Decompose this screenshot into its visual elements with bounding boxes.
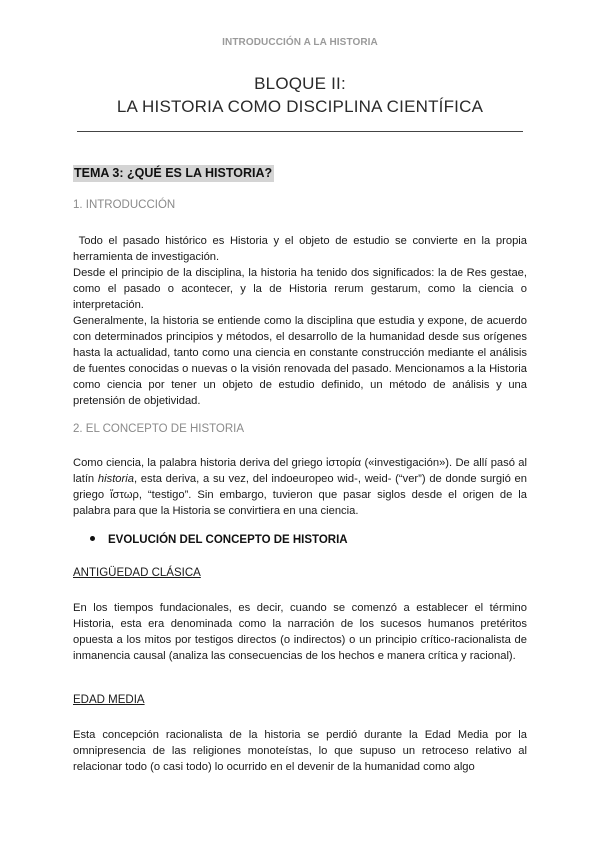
block-title (0, 72, 600, 118)
intro-paragraph-1: Todo el pasado histórico es Historia y el objeto de estudio se convierte en la propia herramienta de investigación. (73, 235, 528, 263)
section-heading-concept: 2. EL CONCEPTO DE HISTORIA (73, 423, 245, 435)
subheading-classical: ANTIGÜEDAD CLÁSICA (73, 567, 201, 579)
intro-paragraph-3: Generalmente, la historia se entiende como la disciplina que estudia y expone, de acuerdo con determinados principios y métodos, el desarrollo de la humanidad desde sus orígenes hasta la actualidad, tanto como una ciencia en constante construcción mediante el análisis de fuentes conocidas o nuevas o la visión renovada del pasado. Mencionamos a la Historia como ciencia por tener un objeto de estudio definido, un método de análisis y una pretensión de objetividad. (73, 315, 527, 407)
concept-paragraph (73, 455, 527, 519)
classical-paragraph: En los tiempos fundacionales, es decir, cuando se comenzó a establecer el término Historia, esta era denominada como la narración de los sucesos humanos pretéritos opuesta a los mitos por testigos directos (o indirectos) o un principio crítico-racionalista de inmanencia causal (analiza las consecuencias de los hechos e manera crítica y racional). (73, 602, 527, 662)
intro-paragraph-2: Desde el principio de la disciplina, la historia ha tenido dos significados: la de Res gestae, como el pasado o acontecer, y la de Historia rerum gestarum, como la ciencia o interpretación. (73, 267, 527, 311)
concept-text-emphasis: historia (97, 473, 134, 485)
medieval-paragraph: Esta concepción racionalista de la historia se perdió durante la Edad Media por la omnipresencia de las religiones monoteístas, lo que supuso un retroceso relativo al relacionar todo (o casi todo) lo ocurrido en el devenir de la humanidad como algo (73, 729, 527, 773)
subheading-medieval: EDAD MEDIA (73, 694, 145, 706)
section-heading-intro: 1. INTRODUCCIÓN (73, 199, 176, 211)
block-title-line2: LA HISTORIA COMO DISCIPLINA CIENTÍFICA (116, 97, 484, 116)
title-divider (77, 131, 523, 132)
block-title-line1: BLOQUE II: (254, 74, 346, 93)
bullet-dot-icon (90, 536, 95, 541)
intro-paragraphs (73, 233, 527, 409)
topic-title: TEMA 3: ¿QUÉ ES LA HISTORIA? (74, 166, 273, 180)
running-header: INTRODUCCIÓN A LA HISTORIA (222, 37, 378, 48)
bullet-evolution (90, 534, 348, 546)
concept-text-b: , esta deriva, a su vez, del indoeuropeo wid-, weid- (“ver”) de donde surgió en griego ἵστωρ, “testigo”. Sin embargo, tuvieron que pasar siglos desde el origen de la palabra para que la Historia se convirtiera en una ciencia. (73, 473, 527, 517)
bullet-evolution-label: EVOLUCIÓN DEL CONCEPTO DE HISTORIA (108, 534, 348, 546)
concept-text-a: Como ciencia, la palabra historia deriva del griego ἱστορία («investigación»). De allí pasó al latín (73, 457, 527, 485)
